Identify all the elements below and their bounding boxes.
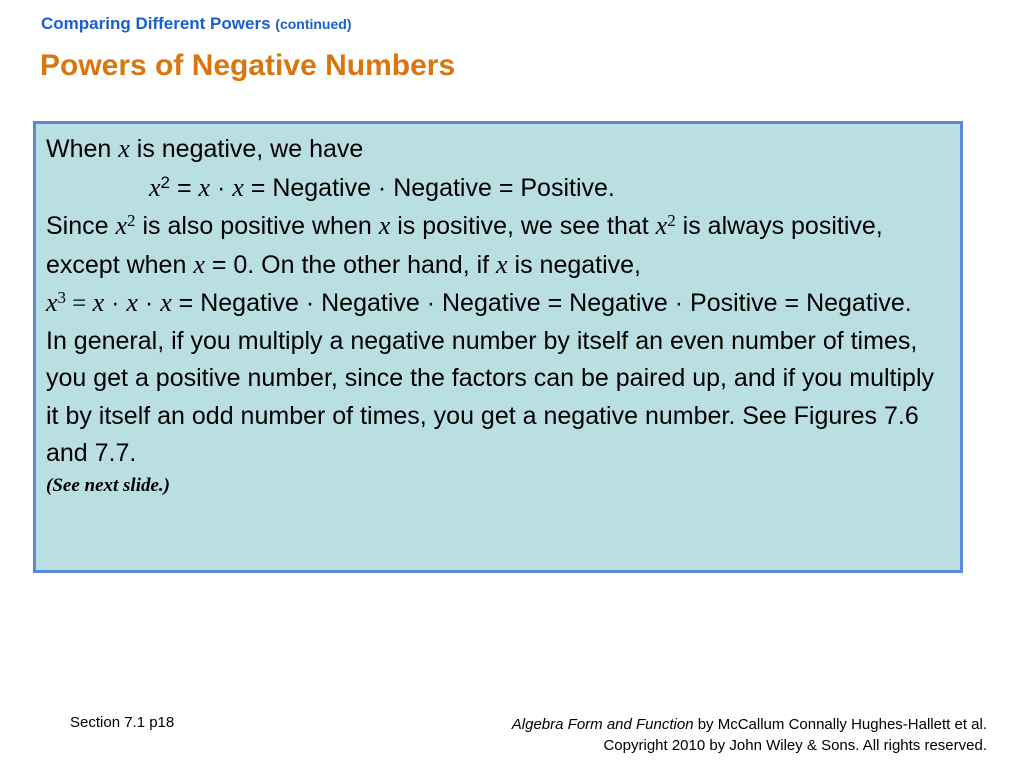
variable-x: x: [193, 249, 205, 279]
variable-x: x: [149, 172, 161, 202]
footer-book-line: [512, 714, 987, 735]
variable-x: x: [496, 249, 508, 279]
content-line-3: [46, 207, 950, 284]
variable-x: x: [118, 134, 130, 163]
text-run: = Negative · Negative = Positive.: [243, 173, 615, 202]
footer-book-title: Algebra Form and Function: [511, 716, 694, 733]
footer-book-authors: by McCallum Connally Hughes-Hallett et al.: [693, 716, 987, 733]
see-next-slide-note: (See next slide.): [46, 474, 171, 496]
variable-x: x: [655, 211, 668, 240]
variable-x: x: [160, 288, 172, 317]
footer-credits: [512, 714, 987, 756]
text-run: ·: [137, 289, 161, 317]
subtitle-text: Comparing Different Powers: [41, 14, 271, 33]
text-run: is negative, we have: [129, 135, 364, 163]
variable-x: x: [115, 211, 128, 240]
text-run: ·: [104, 289, 127, 317]
text-run: = 0. On the other hand, if: [204, 250, 497, 279]
footer-section: Section 7.1 p18: [70, 714, 175, 731]
exponent: 3: [57, 288, 67, 307]
subtitle-suffix: (continued): [275, 16, 352, 32]
text-run: = Negative · Negative · Negative = Negative · Positive = Negative.: [171, 289, 912, 317]
exponent: 2: [127, 211, 136, 230]
text-run: ·: [210, 173, 233, 202]
exponent: 2: [667, 211, 676, 230]
text-run: is always positive, except when: [46, 212, 883, 279]
content-line-1: [46, 130, 950, 169]
footer-copyright: Copyright 2010 by John Wiley & Sons. All rights reserved.: [603, 737, 987, 754]
content-box: [33, 121, 963, 573]
text-run: is positive, we see that: [390, 212, 656, 240]
variable-x: x: [92, 288, 105, 317]
content-line-4: [46, 284, 950, 323]
variable-x: x: [46, 288, 58, 317]
text-run: When: [46, 135, 119, 163]
text-run: is negative,: [507, 250, 642, 279]
variable-x: x: [232, 172, 244, 202]
variable-x: x: [378, 211, 391, 240]
text-run: Since: [46, 212, 116, 240]
content-paragraph: In general, if you multiply a negative number by itself an even number of times, you get a positive number, since the factors can be paired up, and if you multiply it by itself an odd number of times, you get a negative number. See Figures 7.6 and 7.7.: [46, 326, 935, 467]
slide-title: Powers of Negative Numbers: [40, 49, 456, 82]
slide-subtitle: [41, 14, 352, 34]
text-run: =: [170, 173, 199, 202]
exponent: 2: [160, 172, 171, 192]
text-run: is also positive when: [135, 212, 379, 240]
content-line-2: [46, 169, 950, 208]
variable-x: x: [126, 288, 138, 317]
variable-x: x: [198, 172, 211, 202]
text-run: =: [66, 290, 93, 317]
